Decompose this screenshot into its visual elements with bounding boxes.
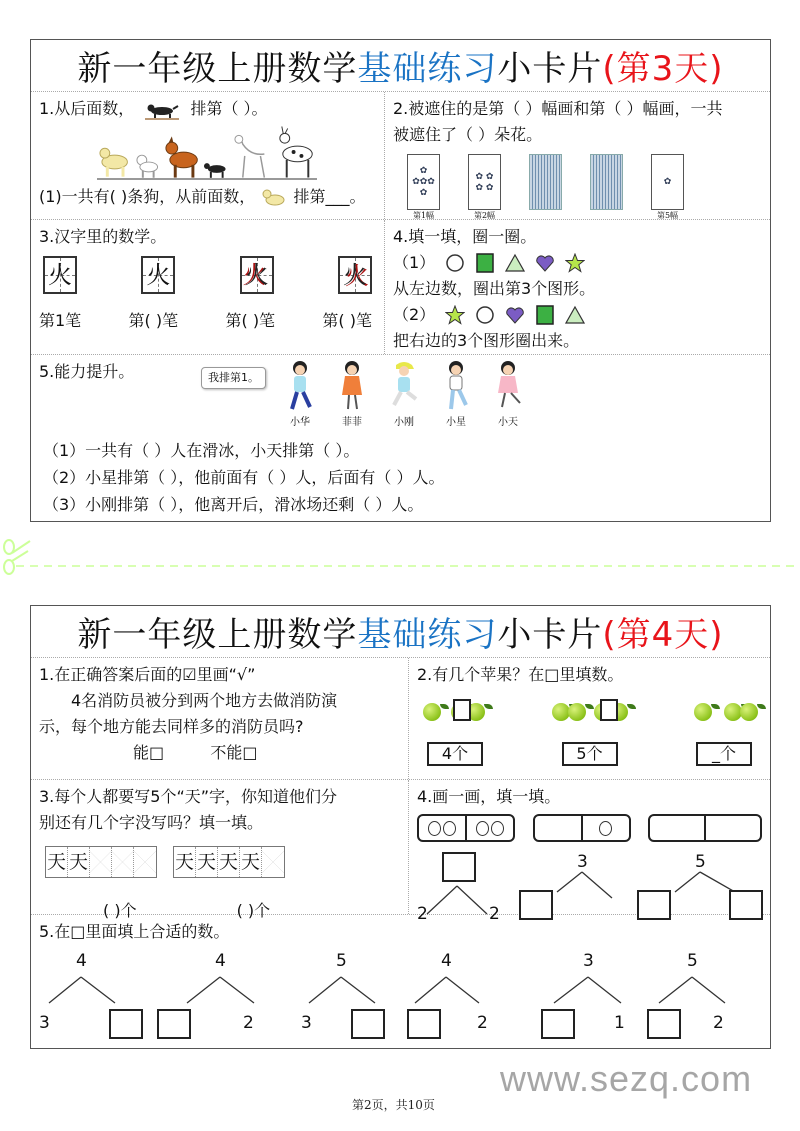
stroke-label: 第( )笔 <box>225 311 276 330</box>
answer-box[interactable] <box>351 1009 385 1039</box>
circle-icon <box>445 253 465 273</box>
question-5: 5.在□里面填上合适的数。 4 3 4 2 5 3 4 2 3 1 5 2 <box>31 915 770 1047</box>
count-box: 4个 <box>427 742 483 766</box>
dogs-illustration <box>97 128 317 180</box>
yellow-labrador-icon <box>262 187 286 209</box>
painting-3-covered <box>529 154 562 222</box>
cut-line-divider <box>0 537 800 577</box>
apple-group-1 <box>423 703 483 721</box>
apple-group-2 <box>552 703 626 721</box>
dachshund-dog-icon <box>145 100 179 120</box>
number-bond-trees: 2 2 3 5 <box>417 846 762 926</box>
subquestion: （1）一共有（ ）人在滑冰，小天排第（ ）。 <box>43 441 360 460</box>
hanzi-stroke-box-1: 火 <box>43 256 77 294</box>
apple-icon <box>740 703 758 721</box>
writing-grid-2: 天 天 天 天 <box>173 846 285 878</box>
stroke-label: 第( )笔 <box>128 311 179 330</box>
skater-icon <box>384 359 424 417</box>
watermark: www.sezq.com <box>500 1058 753 1099</box>
worksheet-card-day4 <box>30 605 771 1049</box>
skater-icon <box>488 359 528 417</box>
card-title: 新一年级上册数学 基础练习 小卡片 (第3天) <box>31 40 770 92</box>
answer-blank[interactable]: ( )个 <box>236 901 271 920</box>
apple-icon <box>552 703 570 721</box>
skater-icon <box>332 359 372 417</box>
question-4: 4.画一画，填一填。 2 2 3 5 <box>409 780 770 914</box>
dot-icon <box>443 821 456 836</box>
stroke-label: 第( )笔 <box>322 311 372 330</box>
answer-box[interactable] <box>600 699 618 721</box>
skaters-illustration <box>201 359 534 429</box>
painting-2: ✿ ✿ ✿ ✿ 第2幅 <box>468 154 501 222</box>
worksheet-card-day3 <box>30 39 771 522</box>
hanzi-stroke-box-2: 火 <box>141 256 175 294</box>
page-indicator: 第2页，共10页 <box>352 1098 435 1112</box>
question-5: 5.能力提升。 我排第1。 小华 菲菲 小刚 小星 小天 （1）一共有（ ）人在滑冰，小天排第（ ）。 （2）小星排第（ ），他前面有（ ）人，后面有（ ）人。 （3）小刚排第（ ），他离开后，滑冰场还剩（ ）人。 <box>31 355 770 520</box>
heart-icon <box>535 253 555 273</box>
square-icon <box>535 305 555 325</box>
subquestion: （2）小星排第（ ），他前面有（ ）人，后面有（ ）人。 <box>43 468 445 487</box>
triangle-icon <box>505 253 525 273</box>
writing-grid-1: 天 天 <box>45 846 157 878</box>
option-no-checkbox[interactable]: 不能□ <box>210 743 258 762</box>
answer-box[interactable] <box>157 1009 191 1039</box>
great-dane-icon <box>272 124 317 178</box>
german-shepherd-icon <box>162 134 201 178</box>
painting-4-covered <box>590 154 623 222</box>
white-poodle-icon <box>134 152 160 178</box>
question-2: 2.有几个苹果？在□里填数。 4个 5个 _个 <box>409 658 770 779</box>
star-icon <box>565 253 585 273</box>
answer-blank[interactable]: ( )个 <box>103 901 137 920</box>
skater-kid: 小刚 <box>378 359 430 429</box>
card-title: 新一年级上册数学 基础练习 小卡片 (第4天) <box>31 606 770 658</box>
domino-1 <box>417 814 515 842</box>
flower-icon: ✿ <box>663 177 672 187</box>
stroke-label: 第1笔 <box>39 311 82 330</box>
dot-icon <box>491 821 504 836</box>
count-box: 5个 <box>562 742 618 766</box>
answer-box[interactable] <box>453 699 471 721</box>
hanzi-stroke-box-4: 火 <box>338 256 372 294</box>
flower-icon: ✿ <box>419 166 428 176</box>
answer-box[interactable] <box>647 1009 681 1039</box>
skater-kid: 小星 <box>430 359 482 429</box>
question-3: 3.汉字里的数学。 火 火 火 火 第1笔 第( )笔 第( )笔 第( )笔 <box>31 220 385 354</box>
triangle-icon <box>565 305 585 325</box>
skater-kid: 小华 <box>274 359 326 429</box>
number-bonds: 4 3 4 2 5 3 4 2 3 1 5 2 <box>39 949 762 1041</box>
skater-kid: 小天 <box>482 359 534 429</box>
whippet-icon <box>231 132 270 178</box>
count-box[interactable]: _个 <box>696 742 752 766</box>
painting-1: ✿ ✿✿✿ ✿ 第1幅 <box>407 154 440 222</box>
speech-bubble: 我排第1。 <box>201 367 266 389</box>
hanzi-stroke-box-3: 火 <box>240 256 274 294</box>
answer-box[interactable] <box>541 1009 575 1039</box>
dachshund-icon <box>203 160 229 178</box>
question-4: 4.填一填，圈一圈。 （1） 从左边数，圈出第3个图形。 （2） 把右边的3个图形圈出来。 <box>393 227 596 350</box>
skater-icon <box>280 359 320 417</box>
question-3: 3.每个人都要写5个“天”字，你知道他们分 别还有几个字没写吗？填一填。 天 天 天 天 天 天 ( )个 ( )个 <box>31 780 409 914</box>
scissors-icon <box>4 540 30 574</box>
question-1: 1.在正确答案后面的☑里画“√” 4名消防员被分到两个地方去做消防演 示，每个地方能去同样多的消防员吗? 能□ 不能□ <box>31 658 409 779</box>
star-icon <box>445 305 465 325</box>
dot-icon <box>476 821 489 836</box>
domino-2 <box>533 814 631 842</box>
option-yes-checkbox[interactable]: 能□ <box>133 743 165 762</box>
dot-icon <box>428 821 441 836</box>
subquestion: （3）小刚排第（ ），他离开后，滑冰场还剩（ ）人。 <box>43 495 424 514</box>
question-1: 1.从后面数， 排第（ ）。 (1)一共有( )条狗，从前面数， 排第___。 <box>31 92 385 219</box>
square-icon <box>475 253 495 273</box>
skater-icon <box>436 359 476 417</box>
painting-5: ✿ 第5幅 <box>651 154 684 222</box>
answer-box[interactable] <box>407 1009 441 1039</box>
apple-icon <box>423 703 441 721</box>
flower-icon: ✿ ✿ <box>475 171 494 182</box>
answer-box[interactable] <box>109 1009 143 1039</box>
circle-icon <box>475 305 495 325</box>
apple-icon <box>694 703 712 721</box>
heart-icon <box>505 305 525 325</box>
dot-icon <box>599 821 612 836</box>
domino-3[interactable] <box>648 814 762 842</box>
yellow-labrador-icon <box>97 142 132 178</box>
skater-kid: 菲菲 <box>326 359 378 429</box>
question-2: 2.被遮住的是第（ ）幅画和第（ ）幅画，一共 被遮住了（ ）朵花。 ✿ ✿✿✿ ✿ 第1幅 ✿ ✿ ✿ ✿ 第2幅 ✿ 第5幅 <box>385 92 770 219</box>
apple-group-3 <box>694 703 756 721</box>
paintings <box>407 154 762 222</box>
answer-box[interactable] <box>442 852 476 882</box>
apple-icon <box>568 703 586 721</box>
